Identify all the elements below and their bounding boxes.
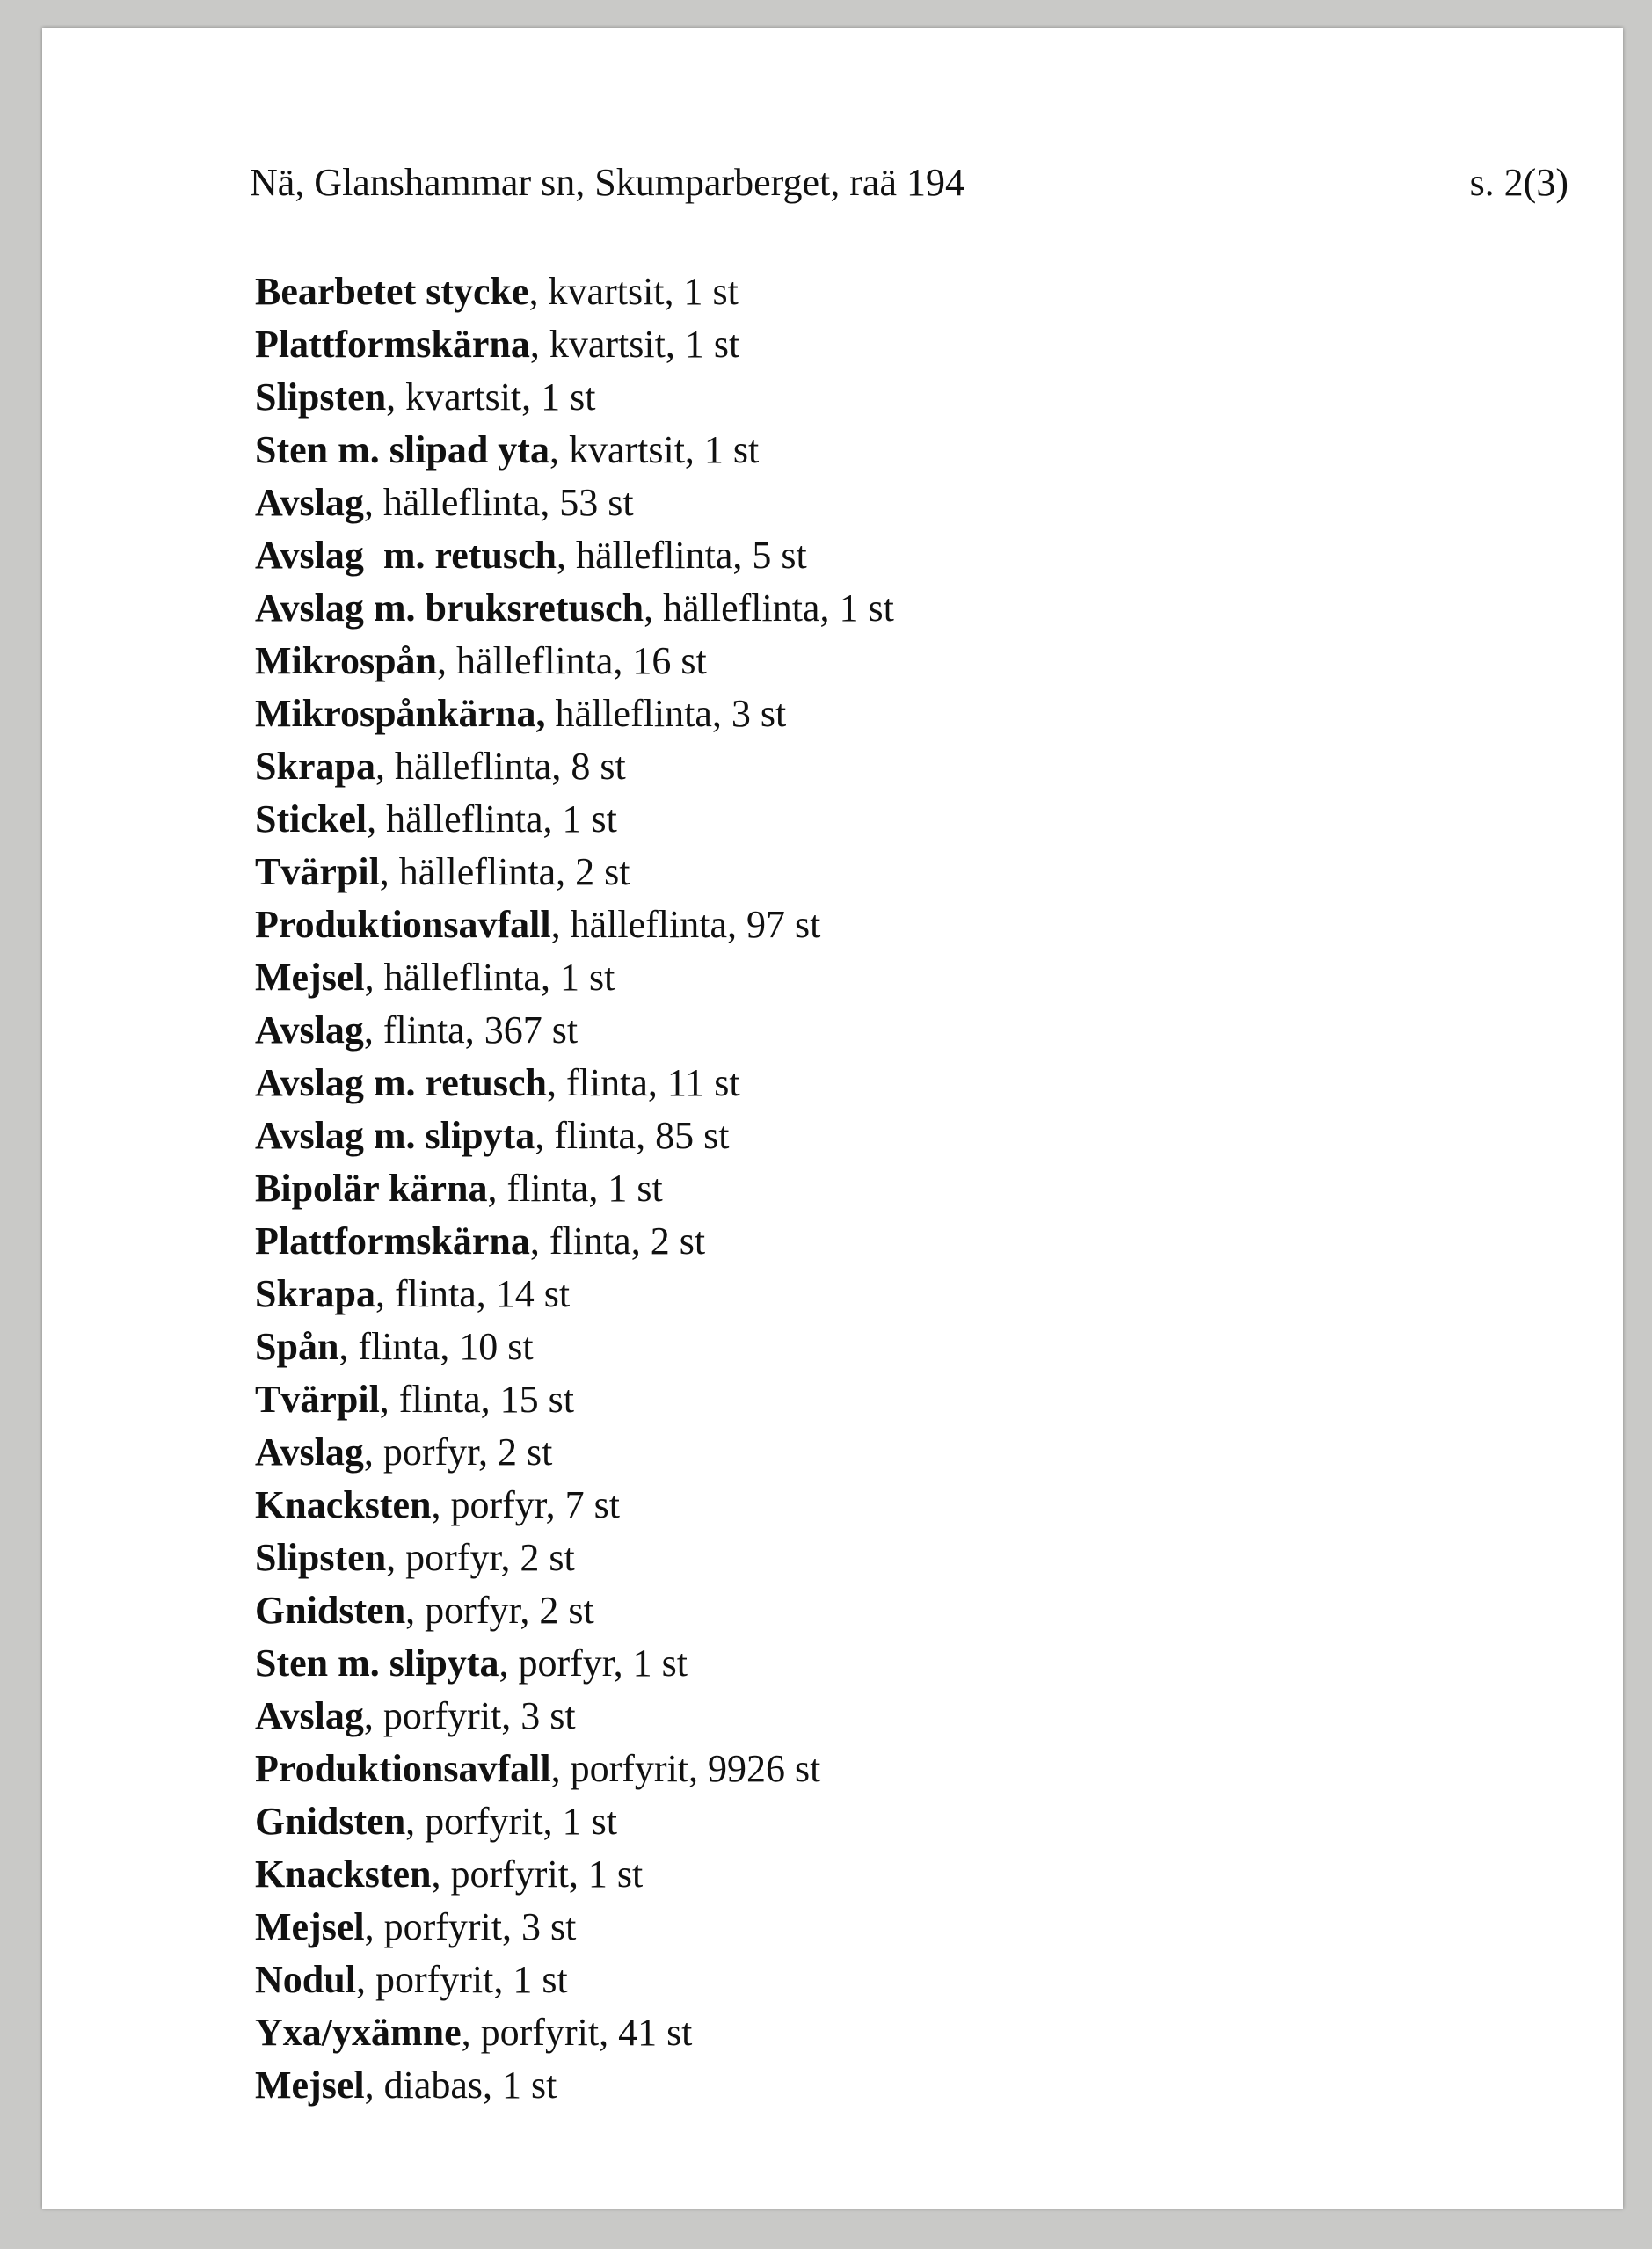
list-item — [255, 371, 894, 424]
list-item — [255, 846, 894, 899]
item-details: , hälleflinta, 1 st — [367, 797, 617, 841]
item-name: Avslag — [255, 1430, 364, 1474]
page-number: s. 2(3) — [1469, 161, 1568, 204]
item-name: Sten m. slipyta — [255, 1641, 499, 1685]
list-item — [255, 1743, 894, 1795]
item-name: Avslag — [255, 481, 364, 524]
page-header — [250, 160, 1568, 213]
find-list — [255, 266, 894, 2112]
item-details: , flinta, 15 st — [379, 1378, 574, 1421]
header-title: Nä, Glanshammar sn, Skumparberget, raä 194 — [250, 161, 964, 204]
item-name: Avslag — [255, 1008, 364, 1052]
item-name: Skrapa — [255, 745, 375, 788]
item-name: Avslag m. retusch — [255, 534, 557, 577]
item-details: , flinta, 1 st — [487, 1167, 663, 1210]
item-name: Plattformskärna — [255, 1219, 530, 1263]
item-name: Knacksten — [255, 1483, 432, 1526]
item-details: , porfyrit, 41 st — [461, 2011, 693, 2054]
item-name: Gnidsten — [255, 1589, 406, 1632]
item-details: , porfyr, 1 st — [499, 1641, 688, 1685]
item-details: , hälleflinta, 97 st — [550, 903, 821, 946]
list-item — [255, 1848, 894, 1901]
item-name: Spån — [255, 1325, 339, 1368]
list-item — [255, 2006, 894, 2059]
item-details: , porfyrit, 1 st — [355, 1958, 568, 2001]
item-name: Mikrospånkärna, — [255, 692, 546, 735]
list-item — [255, 951, 894, 1004]
item-name: Avslag m. bruksretusch — [255, 586, 644, 630]
item-details: , porfyrit, 9926 st — [550, 1747, 821, 1790]
list-item — [255, 1162, 894, 1215]
list-item — [255, 424, 894, 477]
list-item — [255, 688, 894, 740]
item-details: , hälleflinta, 1 st — [644, 586, 894, 630]
item-details: , hälleflinta, 5 st — [557, 534, 807, 577]
list-item — [255, 266, 894, 318]
item-name: Avslag m. retusch — [255, 1061, 548, 1104]
list-item — [255, 1426, 894, 1479]
item-name: Bipolär kärna — [255, 1167, 488, 1210]
item-name: Slipsten — [255, 375, 387, 419]
item-details: hälleflinta, 3 st — [545, 692, 787, 735]
item-details: , flinta, 2 st — [529, 1219, 706, 1263]
list-item — [255, 1268, 894, 1321]
item-details: , porfyr, 7 st — [431, 1483, 621, 1526]
item-details: , kvartsit, 1 st — [386, 375, 596, 419]
item-details: , porfyrit, 1 st — [431, 1852, 644, 1896]
item-details: , flinta, 85 st — [535, 1114, 730, 1157]
item-name: Slipsten — [255, 1536, 387, 1579]
item-name: Sten m. slipad yta — [255, 428, 549, 471]
list-item — [255, 1215, 894, 1268]
list-item — [255, 1004, 894, 1057]
item-name: Knacksten — [255, 1852, 432, 1896]
list-item — [255, 1954, 894, 2006]
item-details: , hälleflinta, 16 st — [437, 639, 707, 682]
item-name: Yxa/yxämne — [255, 2011, 462, 2054]
item-details: , porfyr, 2 st — [405, 1589, 594, 1632]
item-name: Nodul — [255, 1958, 356, 2001]
list-item — [255, 1690, 894, 1743]
item-name: Skrapa — [255, 1272, 375, 1315]
item-details: , flinta, 11 st — [547, 1061, 740, 1104]
list-item — [255, 1901, 894, 1954]
list-item — [255, 1373, 894, 1426]
list-item — [255, 1532, 894, 1584]
item-name: Tvärpil — [255, 850, 380, 893]
item-name: Produktionsavfall — [255, 903, 551, 946]
list-item — [255, 1110, 894, 1162]
item-name: Mikrospån — [255, 639, 438, 682]
item-name: Bearbetet stycke — [255, 270, 529, 313]
item-name: Mejsel — [255, 2063, 365, 2107]
item-name: Mejsel — [255, 1905, 365, 1948]
list-item — [255, 740, 894, 793]
item-name: Avslag — [255, 1694, 364, 1737]
document-page — [42, 28, 1623, 2209]
item-name: Mejsel — [255, 956, 365, 999]
item-name: Tvärpil — [255, 1378, 380, 1421]
item-details: , kvartsit, 1 st — [528, 270, 739, 313]
list-item — [255, 477, 894, 529]
item-details: , porfyrit, 3 st — [363, 1694, 576, 1737]
list-item — [255, 2059, 894, 2112]
item-details: , flinta, 367 st — [363, 1008, 579, 1052]
item-details: , porfyr, 2 st — [363, 1430, 553, 1474]
list-item — [255, 1584, 894, 1637]
item-name: Plattformskärna — [255, 323, 530, 366]
item-details: , flinta, 10 st — [338, 1325, 534, 1368]
list-item — [255, 318, 894, 371]
item-details: , porfyrit, 3 st — [364, 1905, 577, 1948]
list-item — [255, 529, 894, 582]
list-item — [255, 1057, 894, 1110]
item-name: Produktionsavfall — [255, 1747, 551, 1790]
item-details: , diabas, 1 st — [364, 2063, 557, 2107]
item-name: Gnidsten — [255, 1800, 406, 1843]
list-item — [255, 1479, 894, 1532]
item-name: Avslag m. slipyta — [255, 1114, 535, 1157]
list-item — [255, 1795, 894, 1848]
list-item — [255, 582, 894, 635]
item-details: , hälleflinta, 1 st — [364, 956, 615, 999]
item-details: , flinta, 14 st — [375, 1272, 571, 1315]
list-item — [255, 1637, 894, 1690]
item-name: Stickel — [255, 797, 368, 841]
list-item — [255, 793, 894, 846]
item-details: , kvartsit, 1 st — [529, 323, 740, 366]
list-item — [255, 1321, 894, 1373]
item-details: , porfyr, 2 st — [386, 1536, 575, 1579]
item-details: , hälleflinta, 8 st — [375, 745, 626, 788]
item-details: , porfyrit, 1 st — [405, 1800, 617, 1843]
item-details: , kvartsit, 1 st — [549, 428, 760, 471]
item-details: , hälleflinta, 53 st — [363, 481, 634, 524]
list-item — [255, 899, 894, 951]
item-details: , hälleflinta, 2 st — [379, 850, 630, 893]
list-item — [255, 635, 894, 688]
